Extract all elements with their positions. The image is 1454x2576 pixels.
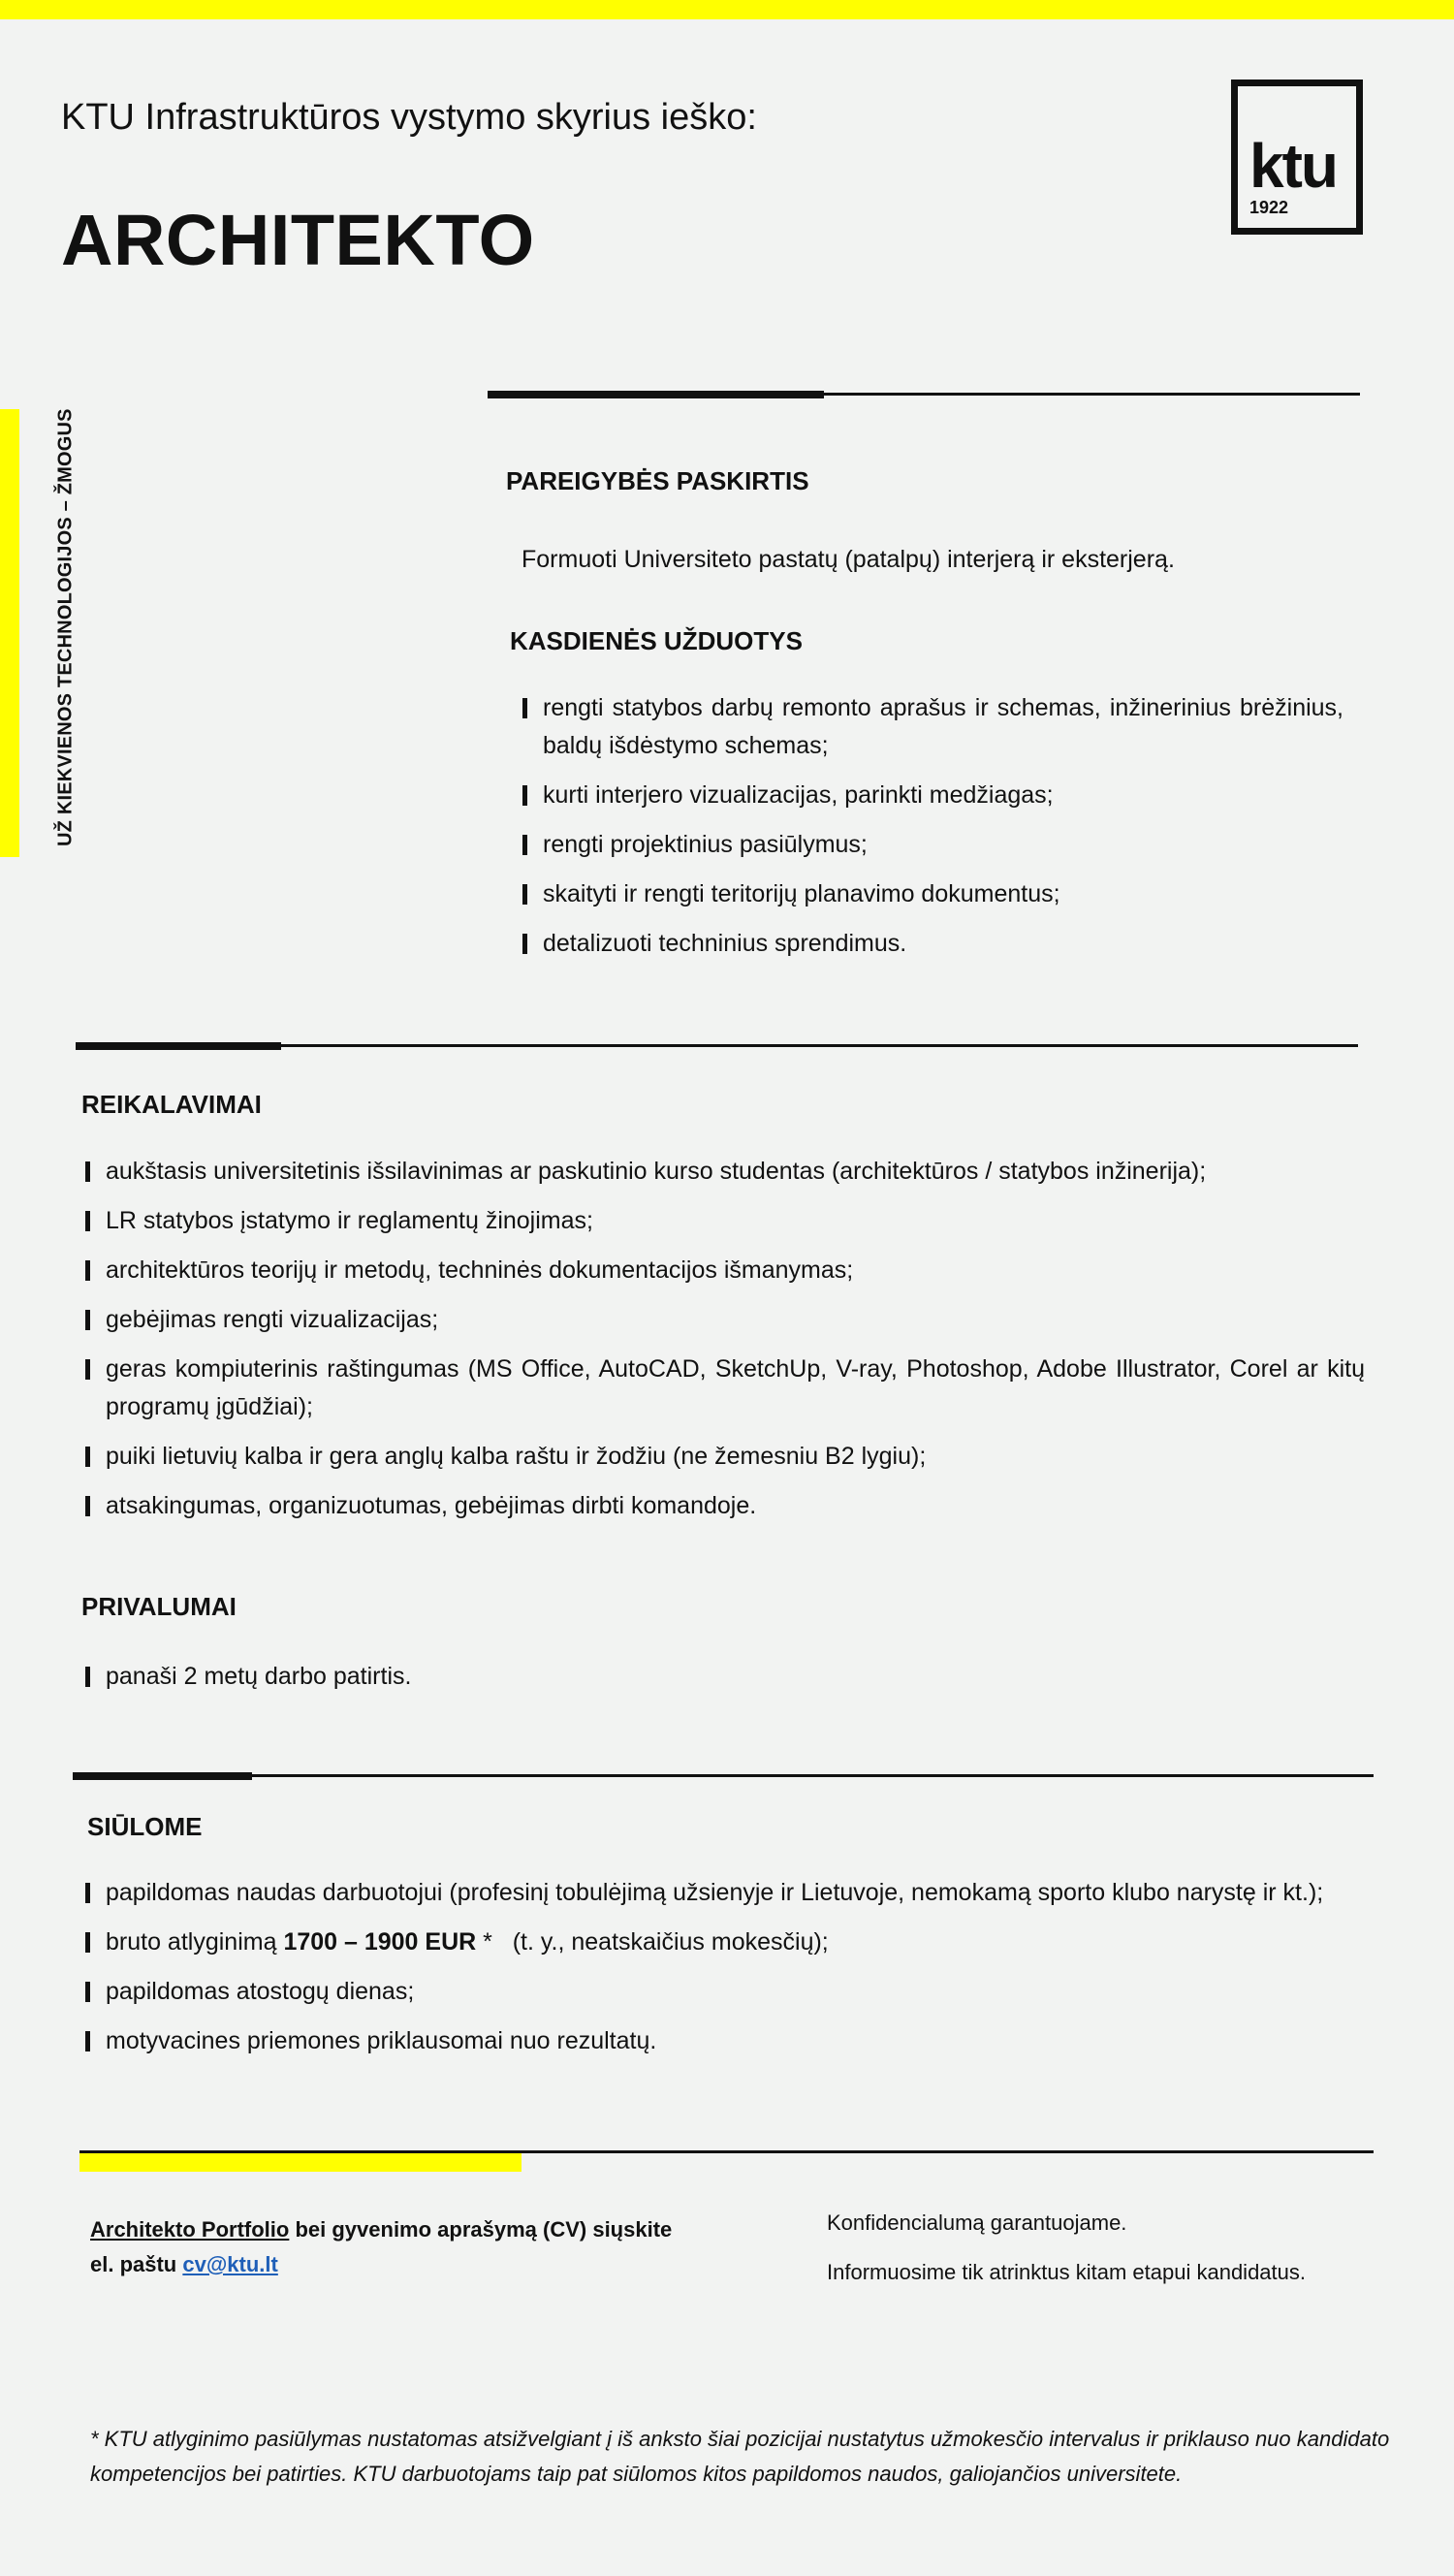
list-item: aukštasis universitetinis išsilavinimas ar paskutinio kurso studentas (architektūros / statybos inžinerija); — [85, 1153, 1365, 1191]
portfolio-label: Architekto Portfolio — [90, 2217, 290, 2242]
top-accent-bar — [0, 0, 1454, 19]
list-item: rengti statybos darbų remonto aprašus ir schemas, inžinerinius brėžinius, baldų išdėstymo schemas; — [522, 689, 1343, 765]
list-item: skaityti ir rengti teritorijų planavimo dokumentus; — [522, 875, 1343, 913]
requirements-list — [85, 1153, 1365, 1525]
logo-word: ktu — [1249, 131, 1337, 201]
divider-2-accent — [76, 1042, 281, 1050]
divider-3-accent — [73, 1772, 252, 1780]
page-title: ARCHITEKTO — [61, 200, 535, 280]
org-line: KTU Infrastruktūros vystymo skyrius ieško: — [61, 97, 757, 138]
side-accent-bar — [0, 409, 19, 857]
list-item: architektūros teorijų ir metodų, techninės dokumentacijos išmanymas; — [85, 1252, 1365, 1289]
salary-suffix: * (t. y., neatskaičius mokesčių); — [476, 1928, 829, 1956]
tasks-list — [522, 689, 1343, 963]
purpose-text: Formuoti Universiteto pastatų (patalpų) interjerą ir eksterjerą. — [522, 546, 1175, 573]
email-link[interactable]: cv@ktu.lt — [182, 2252, 278, 2276]
list-item: geras kompiuterinis raštingumas (MS Office, AutoCAD, SketchUp, V-ray, Photoshop, Adobe Illustrator, Corel ar kitų programų įgūdžiai); — [85, 1351, 1365, 1426]
email-prefix: el. paštu — [90, 2252, 183, 2276]
divider-4 — [79, 2150, 1374, 2153]
apply-text — [90, 2212, 711, 2282]
list-item: gebėjimas rengti vizualizacijas; — [85, 1301, 1365, 1339]
purpose-heading: PAREIGYBĖS PASKIRTIS — [506, 466, 809, 495]
footer-accent-strip — [79, 2153, 522, 2172]
list-item: papildomas atostogų dienas; — [85, 1973, 1375, 2011]
list-item: rengti projektinius pasiūlymus; — [522, 826, 1343, 864]
requirements-heading: REIKALAVIMAI — [81, 1090, 262, 1119]
selected-note: Informuosime tik atrinktus kitam etapui kandidatus. — [827, 2260, 1307, 2284]
salary-prefix: bruto atlyginimą — [106, 1928, 284, 1956]
footnote: * KTU atlyginimo pasiūlymas nustatomas atsižvelgiant į iš anksto šiai pozicijai nustatytus užmokesčio intervalus ir priklauso nuo kandidato kompetencijos bei patirties. KTU darbuotojams taip pat siūlomos kitos papildomos naudos, galiojančios universitete. — [90, 2427, 1390, 2486]
list-item-salary — [85, 1924, 1375, 1961]
salary-range: 1700 – 1900 EUR — [283, 1928, 477, 1956]
divider-1-accent — [488, 391, 824, 398]
ktu-logo — [1231, 80, 1363, 235]
confidential-note: Konfidencialumą garantuojame. — [827, 2210, 1127, 2235]
side-slogan: UŽ KIEKVIENOS TECHNOLOGIJOS – ŽMOGUS — [54, 408, 77, 846]
divider-3 — [73, 1774, 1374, 1777]
list-item: panaši 2 metų darbo patirtis. — [85, 1658, 1365, 1696]
advantages-list — [85, 1658, 1365, 1696]
list-item: atsakingumas, organizuotumas, gebėjimas dirbti komandoje. — [85, 1487, 1365, 1525]
list-item: detalizuoti techninius sprendimus. — [522, 925, 1343, 963]
tasks-heading: KASDIENĖS UŽDUOTYS — [510, 626, 803, 655]
list-item: kurti interjero vizualizacijas, parinkti medžiagas; — [522, 777, 1343, 814]
advantages-heading: PRIVALUMAI — [81, 1592, 237, 1621]
offer-list — [85, 1874, 1375, 2060]
list-item: papildomas naudas darbuotojui (profesinį tobulėjimą užsienyje ir Lietuvoje, nemokamą sporto klubo narystę ir kt.); — [85, 1874, 1375, 1912]
apply-rest: bei gyvenimo aprašymą (CV) siųskite — [289, 2217, 673, 2242]
offer-heading: SIŪLOME — [87, 1812, 203, 1841]
logo-year: 1922 — [1249, 198, 1289, 217]
list-item: puiki lietuvių kalba ir gera anglų kalba raštu ir žodžiu (ne žemesniu B2 lygiu); — [85, 1438, 1365, 1476]
list-item: motyvacines priemones priklausomai nuo rezultatų. — [85, 2022, 1375, 2060]
list-item: LR statybos įstatymo ir reglamentų žinojimas; — [85, 1202, 1365, 1240]
